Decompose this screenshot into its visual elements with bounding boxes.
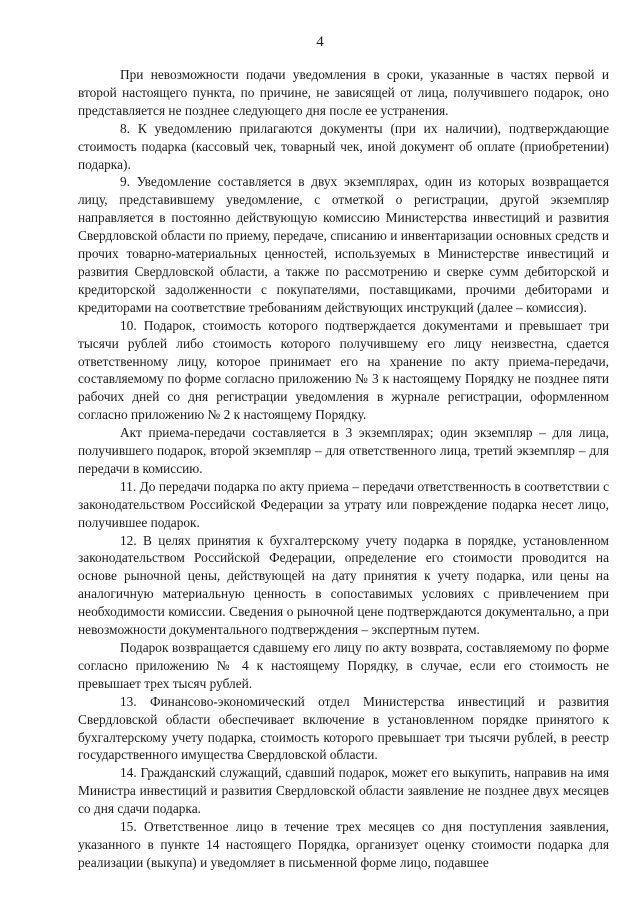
document-body: [78, 66, 609, 872]
paragraph: 11. До передачи подарка по акту приема – передачи ответственность в соответствии с законодательством Российской Федерации за утрату или повреждение подарка несет лицо, получившее подарок.: [78, 478, 609, 530]
paragraph: 14. Гражданский служащий, сдавший подарок, может его выкупить, направив на имя Министра инвестиций и развития Свердловской области заявление не позднее двух месяцев со дня сдачи подарка.: [78, 765, 609, 817]
paragraph: 8. К уведомлению прилагаются документы (при их наличии), подтверждающие стоимость подарка (кассовый чек, товарный чек, иной документ об оплате (приобретении) подарка).: [78, 120, 609, 172]
paragraph: 13. Финансово-экономический отдел Министерства инвестиций и развития Свердловской области обеспечивает включение в установленном порядке принятого к бухгалтерскому учету подарка, стоимость которого превышает три тысячи рублей, в реестр государственного имущества Свердловской области.: [78, 693, 609, 763]
paragraph: 15. Ответственное лицо в течение трех месяцев со дня поступления заявления, указанного в пункте 14 настоящего Порядка, организует оценку стоимости подарка для реализации (выкупа) и уведомляет в письменной форме лицо, подавшее: [78, 819, 609, 870]
paragraph: 9. Уведомление составляется в двух экземплярах, один из которых возвращается лицу, представившему уведомление, с отметкой о регистрации, другой экземпляр направляется в постоянно действующую комиссию Министерства инвестиций и развития Свердловской области по приему, передаче, списанию и инвентаризации основных средств и прочих товарно-материальных ценностей, используемых в Министерстве инвестиций и развития Свердловской области, а также по рассмотрению и сверке сумм дебиторской и кредиторской задолженности с покупателями, поставщиками, прочими дебиторами и кредиторами на соответствие требованиям действующих инструкций (далее – комиссия).: [78, 174, 609, 315]
paragraph: 12. В целях принятия к бухгалтерскому учету подарка в порядке, установленном законодательством Российской Федерации, определение его стоимости проводится на основе рыночной цены, действующей на дату принятия к учету подарка, или цены на аналогичную материальную ценность в сопоставимых условиях с привлечением при необходимости комиссии. Сведения о рыночной цене подтверждаются документально, а при невозможности документального подтверждения – экспертным путем.: [78, 532, 609, 638]
paragraph: Акт приема-передачи составляется в 3 экземплярах; один экземпляр – для лица, получившего подарок, второй экземпляр – для ответственного лица, третий экземпляр – для передачи в комиссию.: [78, 425, 609, 476]
page-number: 4: [316, 34, 324, 50]
paragraph: При невозможности подачи уведомления в сроки, указанные в частях первой и второй настоящего пункта, по причине, не зависящей от лица, получившего подарок, оно представляется не позднее следующего дня после ее устранения.: [78, 67, 609, 118]
paragraph: 10. Подарок, стоимость которого подтверждается документами и превышает три тысячи рублей либо стоимость которого получившему его лицу неизвестна, сдается ответственному лицу, которое принимает его на хранение по акту приема-передачи, составляемому по форме согласно приложению № 3 к настоящему Порядку не позднее пяти рабочих дней со дня регистрации уведомления в журнале регистрации, оформленном согласно приложению № 2 к настоящему Порядку.: [78, 317, 609, 423]
paragraph: Подарок возвращается сдавшему его лицу по акту возврата, составляемому по форме согласно приложению № 4 к настоящему Порядку, в случае, если его стоимость не превышает трех тысяч рублей.: [78, 640, 609, 691]
